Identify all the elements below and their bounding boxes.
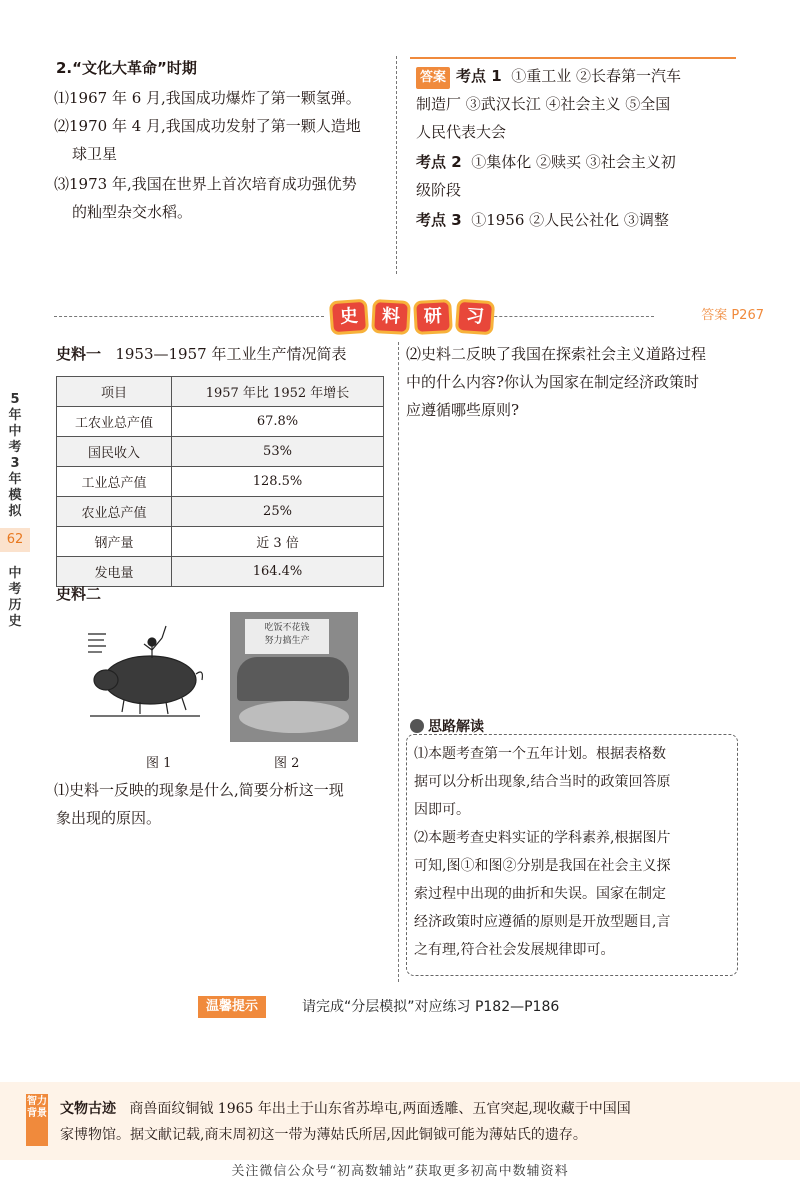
table-header: 项目 — [57, 377, 172, 407]
k2-text-2: 级阶段 — [416, 181, 462, 199]
banner-rule-right — [474, 316, 654, 317]
table-row — [57, 467, 384, 497]
think-content: ⑴本题考查第一个五年计划。根据表格数 据可以分析出现象,结合当时的政策回答原 因即可。 ⑵本题考查史料实证的学科素养,根据图片 可知,图①和图②分别是我国在社会主义探 索过程中出现的曲折和失误。国家在制定 经济政策时应遵循的原则是开放型题目,言 之有理,符合社会发展规律即可。 — [414, 746, 671, 958]
wisdom-tag: 智力背景 — [26, 1094, 48, 1146]
banner-rule-left — [54, 316, 324, 317]
table-header-row — [57, 377, 384, 407]
footer-line1: 商兽面纹铜钺 1965 年出土于山东省苏埠屯,两面透雕、五官突起,现收藏于中国国 — [129, 1101, 631, 1117]
column-divider — [396, 56, 397, 274]
material1-heading — [56, 340, 346, 368]
pig-cartoon-image — [80, 612, 210, 722]
photo-sign: 吃饭不花钱 努力搞生产 — [245, 619, 329, 654]
banner-char: 研 — [413, 299, 453, 335]
answer-page-ref: 答案 P267 — [701, 308, 764, 323]
k3-text-1: ①1956 ②人民公社化 ③调整 — [471, 211, 669, 229]
table-cell: 128.5% — [172, 467, 384, 497]
table-cell: 工业总产值 — [57, 467, 172, 497]
table-cell: 近 3 倍 — [172, 527, 384, 557]
section-heading: 2.“文化大革命”时期 — [56, 59, 197, 77]
k1-text-2: 制造厂 ③武汉长江 ④社会主义 ⑤全国 — [416, 95, 671, 113]
event-line-3-cont: 的籼型杂交水稻。 — [72, 203, 193, 221]
section-banner — [330, 300, 494, 334]
k3-label: 考点 3 — [416, 211, 462, 229]
answer-k1 — [416, 62, 681, 90]
table-cell: 农业总产值 — [57, 497, 172, 527]
table-row — [57, 557, 384, 587]
table-cell: 53% — [172, 437, 384, 467]
footer-line2: 家博物馆。据文献记载,商末周初这一带为薄姑氏所居,因此铜钺可能为薄姑氏的遗存。 — [60, 1127, 587, 1143]
banner-char: 料 — [371, 299, 411, 335]
question2-line1: ⑵史料二反映了我国在探索社会主义道路过程 — [406, 345, 707, 363]
bottom-note: 关注微信公众号“初高数辅站”获取更多初高中数辅资料 — [231, 1164, 569, 1179]
footer-text — [60, 1096, 631, 1148]
subject-label: 中 考 历 史 — [8, 566, 22, 629]
table-row — [57, 407, 384, 437]
table-row — [57, 437, 384, 467]
event-line-2: ⑵1970 年 4 月,我国成功发射了第一颗人造地 — [54, 117, 361, 135]
material1-title: 1953—1957 年工业生产情况简表 — [115, 345, 347, 363]
table-header: 1957 年比 1952 年增长 — [172, 377, 384, 407]
table-cell: 25% — [172, 497, 384, 527]
table-row — [57, 527, 384, 557]
pencil-icon — [410, 719, 424, 733]
communal-dining-photo — [230, 612, 358, 742]
footer-title: 文物古迹 — [60, 1101, 116, 1117]
k1-text-1: ①重工业 ②长春第一汽车 — [511, 67, 682, 85]
k2-text-1: ①集体化 ②赎买 ③社会主义初 — [471, 153, 676, 171]
k2-label: 考点 2 — [416, 153, 462, 171]
material2-label: 史料二 — [56, 585, 102, 603]
k1-label: 考点 1 — [456, 67, 502, 85]
question1-line2: 象出现的原因。 — [56, 809, 162, 827]
table-cell: 国民收入 — [57, 437, 172, 467]
table-cell: 工农业总产值 — [57, 407, 172, 437]
question2-line3: 应遵循哪些原则? — [406, 401, 520, 419]
series-label: 5 年 中 考 3 年 模 拟 — [8, 392, 22, 519]
table-row — [57, 497, 384, 527]
table-cell: 67.8% — [172, 407, 384, 437]
tip-tag: 温馨提示 — [198, 996, 266, 1018]
question1-line1: ⑴史料一反映的现象是什么,简要分析这一现 — [54, 781, 344, 799]
production-table — [56, 376, 384, 587]
think-title: 思路解读 — [410, 716, 484, 738]
event-line-2-cont: 球卫星 — [72, 145, 118, 163]
table-cell: 164.4% — [172, 557, 384, 587]
table-cell: 钢产量 — [57, 527, 172, 557]
material1-label: 史料一 — [56, 345, 102, 363]
k1-text-3: 人民代表大会 — [416, 123, 507, 141]
answer-bar — [410, 57, 736, 59]
banner-char: 习 — [455, 299, 495, 336]
question2-line2: 中的什么内容?你认为国家在制定经济政策时 — [406, 373, 700, 391]
figure1-caption: 图 1 — [146, 756, 172, 771]
table-cell: 发电量 — [57, 557, 172, 587]
banner-char: 史 — [329, 299, 369, 336]
answer-tag: 答案 — [416, 67, 450, 89]
tip-text: 请完成“分层模拟”对应练习 P182—P186 — [302, 999, 560, 1015]
answer-k2 — [416, 148, 676, 176]
figure2-caption: 图 2 — [274, 756, 300, 771]
page-number: 62 — [0, 528, 30, 552]
event-line-1: ⑴1967 年 6 月,我国成功爆炸了第一颗氢弹。 — [54, 89, 361, 107]
column-divider-2 — [398, 342, 399, 982]
event-line-3: ⑶1973 年,我国在世界上首次培育成功强优势 — [54, 175, 357, 193]
answer-k3 — [416, 206, 669, 234]
